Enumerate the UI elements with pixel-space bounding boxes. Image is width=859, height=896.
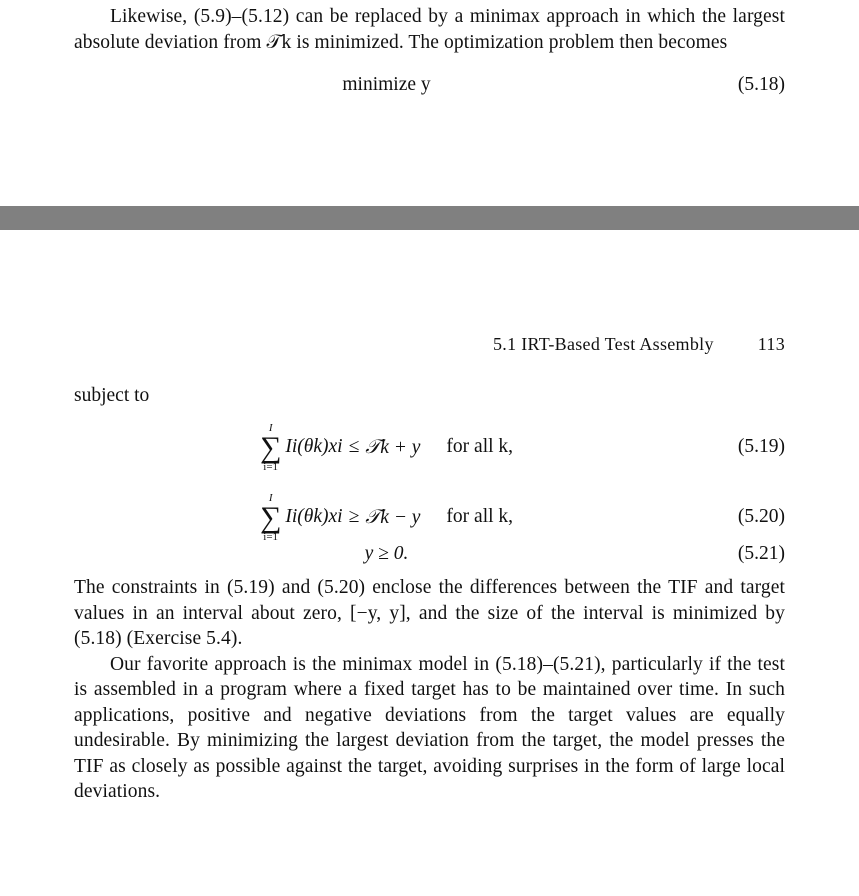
bottom-paragraph-block (74, 575, 785, 805)
equation-5-19-number: (5.19) (737, 436, 785, 458)
page-number: 113 (757, 334, 785, 354)
sum-lower-limit: i=1 (263, 461, 279, 474)
equation-5-21-body (74, 543, 699, 565)
equation-5-20-right-side: 𝒯k − y (365, 506, 421, 528)
equation-5-18-text: minimize y (342, 74, 431, 95)
equation-5-21 (74, 543, 785, 565)
equation-5-21-number: (5.21) (737, 543, 785, 564)
equation-5-20 (74, 492, 785, 542)
summation-operator (260, 493, 281, 543)
paragraph-likewise: Likewise, (5.9)–(5.12) can be replaced by a minimax approach in which the largest absolute deviation from 𝒯k is minimized. The optimization problem then becomes (74, 6, 785, 53)
equation-5-21-expression (365, 543, 409, 565)
equation-5-18 (74, 74, 785, 96)
equation-5-19-relation: ≤ (348, 436, 360, 458)
paragraph-constraints: The constraints in (5.19) and (5.20) enclose the differences between the TIF and target values in an interval about zero, [−y, y], and the size of the interval is minimized by (5.18) (Exercise 5.4). (74, 577, 785, 649)
sum-upper-limit: I (268, 422, 273, 434)
top-paragraph-block (74, 4, 785, 55)
page-fragment-bottom (0, 230, 859, 896)
running-head (74, 334, 785, 355)
summation-operator (260, 423, 281, 473)
equation-5-19-summand: Ii(θk)xi (285, 436, 343, 458)
subject-to-label: subject to (74, 385, 150, 406)
equation-5-18-number: (5.18) (737, 74, 785, 95)
equation-5-19-condition: for all k, (446, 436, 514, 458)
sigma-icon: ∑ (259, 501, 282, 534)
equation-5-20-number: (5.20) (737, 506, 785, 528)
scan-separator-bar (0, 206, 859, 230)
paragraph-favorite-approach: Our favorite approach is the minimax model in (5.18)–(5.21), particularly if the test is assembled in a program where a fixed target has to be maintained over time. In such applications, positive and negative deviations from the target values are equally undesirable. By minimizing the largest deviation from the target, the model presses the TIF as closely as possible against the target, avoiding surprises in the form of large local deviations. (74, 653, 785, 802)
equation-5-20-condition: for all k, (446, 506, 514, 528)
sigma-icon: ∑ (259, 431, 282, 464)
equation-5-19 (74, 422, 785, 472)
sum-lower-limit: i=1 (263, 531, 279, 544)
equation-5-20-summand: Ii(θk)xi (285, 506, 343, 528)
equation-5-21-text: y ≥ 0. (364, 543, 409, 564)
equation-5-19-body (74, 422, 699, 472)
equation-5-18-body (74, 74, 699, 96)
equation-5-19-expression (260, 422, 513, 472)
equation-5-18-expression (342, 74, 430, 96)
equation-5-19-right-side: 𝒯k + y (365, 436, 421, 458)
sum-upper-limit: I (268, 492, 273, 504)
equation-5-20-relation: ≥ (348, 506, 360, 528)
equation-5-20-expression (260, 492, 513, 542)
equation-5-20-body (74, 492, 699, 542)
running-head-title: 5.1 IRT-Based Test Assembly (493, 334, 714, 354)
page-fragment-top (0, 0, 859, 206)
